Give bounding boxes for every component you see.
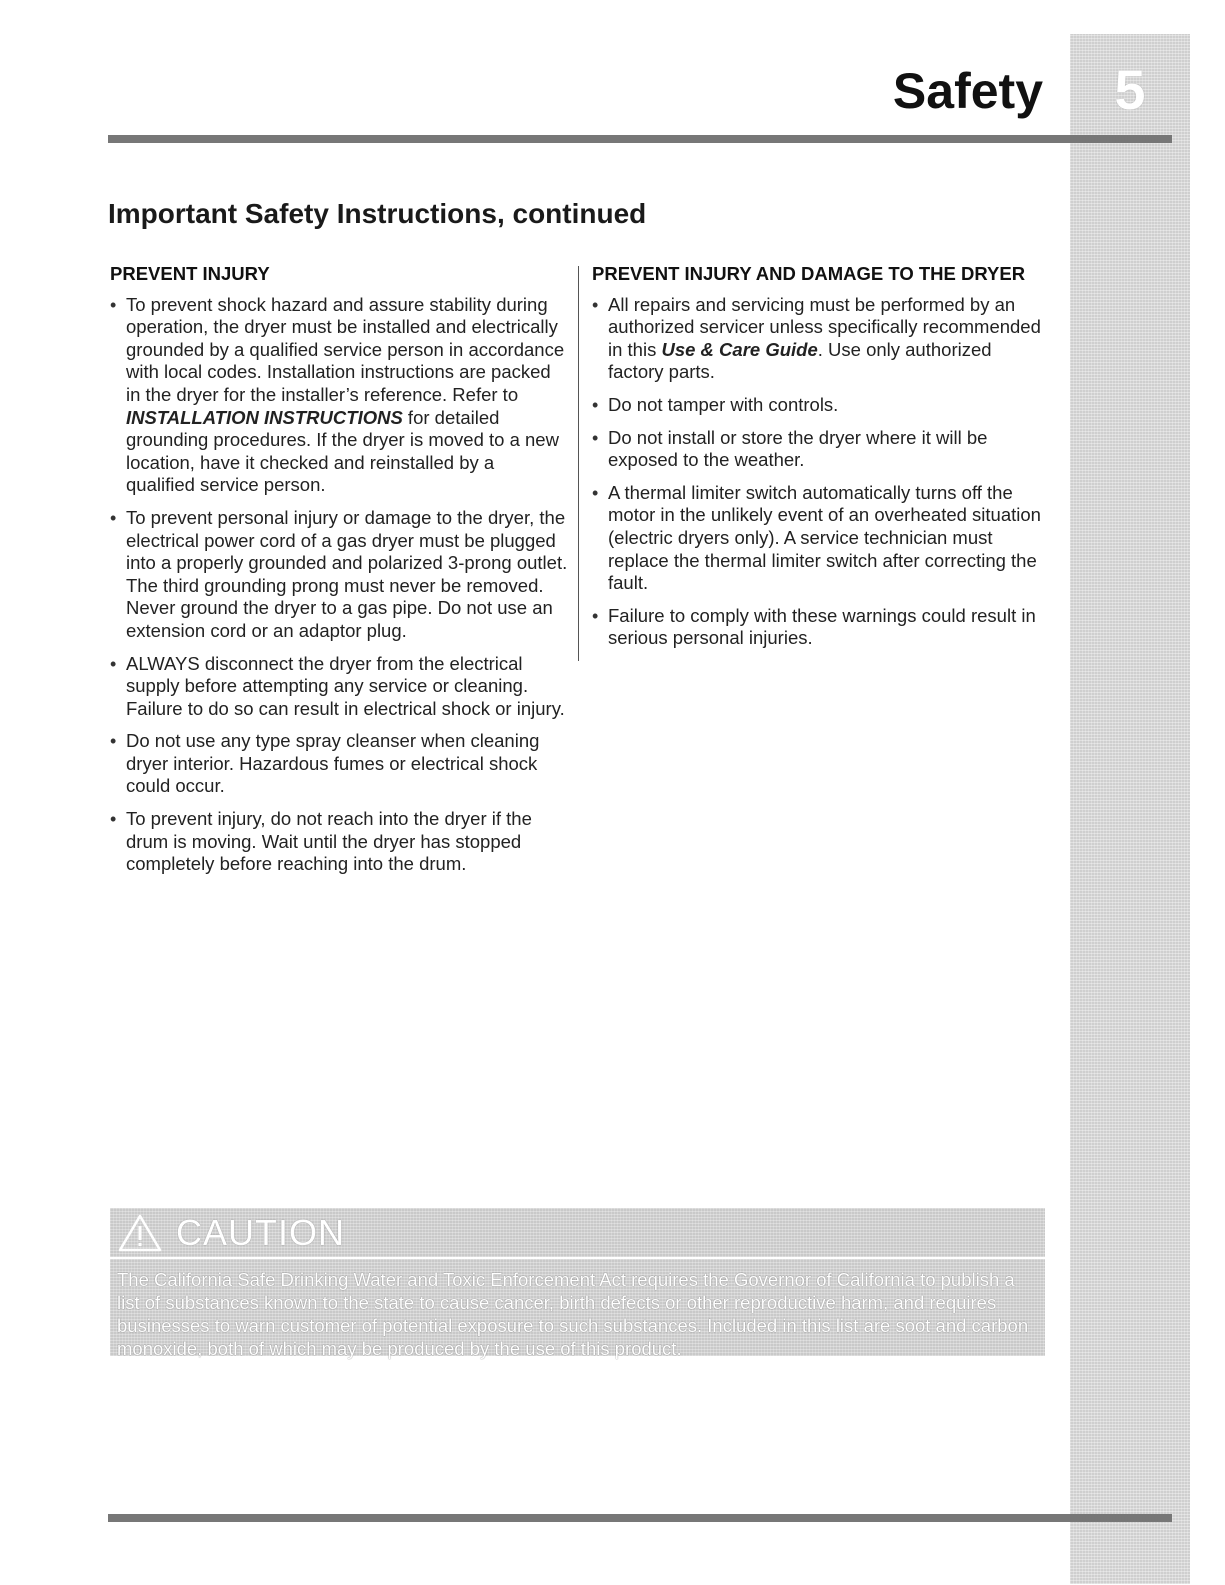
- list-item: • To prevent injury, do not reach into the dryer if the drum is moving. Wait until the dryer has stopped completely before reaching into the drum.: [110, 808, 568, 876]
- list-item: • Do not tamper with controls.: [592, 394, 1048, 417]
- caution-heading: [118, 1212, 345, 1254]
- caution-rule: [110, 1257, 1045, 1259]
- item-text: . Use only authorized factory parts.: [608, 338, 992, 383]
- top-rule: [108, 135, 1172, 143]
- list-item: [110, 294, 568, 497]
- right-column-heading: PREVENT INJURY AND DAMAGE TO THE DRYER: [592, 263, 1026, 284]
- side-tab: [1070, 34, 1190, 1584]
- list-item: • Do not install or store the dryer where it will be exposed to the weather.: [592, 427, 1048, 472]
- left-column: [110, 263, 568, 886]
- left-bullet-list: [110, 294, 568, 876]
- right-column: [592, 263, 1048, 660]
- item-text: All repairs and servicing must be performed by an authorized servicer unless specifically recommended in this: [608, 293, 1041, 360]
- page-heading: Important Safety Instructions, continued: [108, 198, 647, 229]
- warning-triangle-icon: [118, 1214, 162, 1252]
- caution-label: CAUTION: [176, 1212, 345, 1253]
- column-divider: [578, 266, 579, 661]
- use-care-guide-ref: Use & Care Guide: [661, 338, 818, 360]
- list-item: [592, 294, 1048, 384]
- item-text: To prevent shock hazard and assure stability during operation, the dryer must be installed and electrically grounded by a qualified service person in accordance with local codes. Installation instructions are packed in the dryer for the installer’s reference. Refer to: [126, 293, 565, 405]
- list-item: • Do not use any type spray cleanser when cleaning dryer interior. Hazardous fumes or electrical shock could occur.: [110, 730, 568, 798]
- item-text: for detailed grounding procedures. If the dryer is moved to a new location, have it checked and reinstalled by a qualified service person.: [126, 406, 559, 496]
- page-number: 5: [1114, 58, 1146, 121]
- list-item: • ALWAYS disconnect the dryer from the electrical supply before attempting any service or cleaning. Failure to do so can result in electrical shock or injury.: [110, 653, 568, 721]
- caution-text: The California Safe Drinking Water and Toxic Enforcement Act requires the Governor of California to publish a list of substances known to the state to cause cancer, birth defects or other reproductive harm, and requires businesses to warn customer of potential exposure to such substances. Included in this list are soot and carbon monoxide, both of which may be produced by the use of this product.: [117, 1269, 1029, 1359]
- bottom-rule: [108, 1514, 1172, 1522]
- list-item: • Failure to comply with these warnings could result in serious personal injuries.: [592, 605, 1048, 650]
- installation-instructions-ref: INSTALLATION INSTRUCTIONS: [126, 406, 403, 428]
- right-bullet-list: [592, 294, 1048, 650]
- list-item: • To prevent personal injury or damage to the dryer, the electrical power cord of a gas dryer must be plugged into a properly grounded and polarized 3-prong outlet. The third grounding prong must never be removed. Never ground the dryer to a gas pipe. Do not use an extension cord or an adaptor plug.: [110, 507, 568, 643]
- section-title: Safety: [892, 63, 1043, 119]
- left-column-heading: PREVENT INJURY: [110, 263, 270, 284]
- list-item: • A thermal limiter switch automatically turns off the motor in the unlikely event of an overheated situation (electric dryers only). A service technician must replace the thermal limiter switch after correcting the fault.: [592, 482, 1048, 595]
